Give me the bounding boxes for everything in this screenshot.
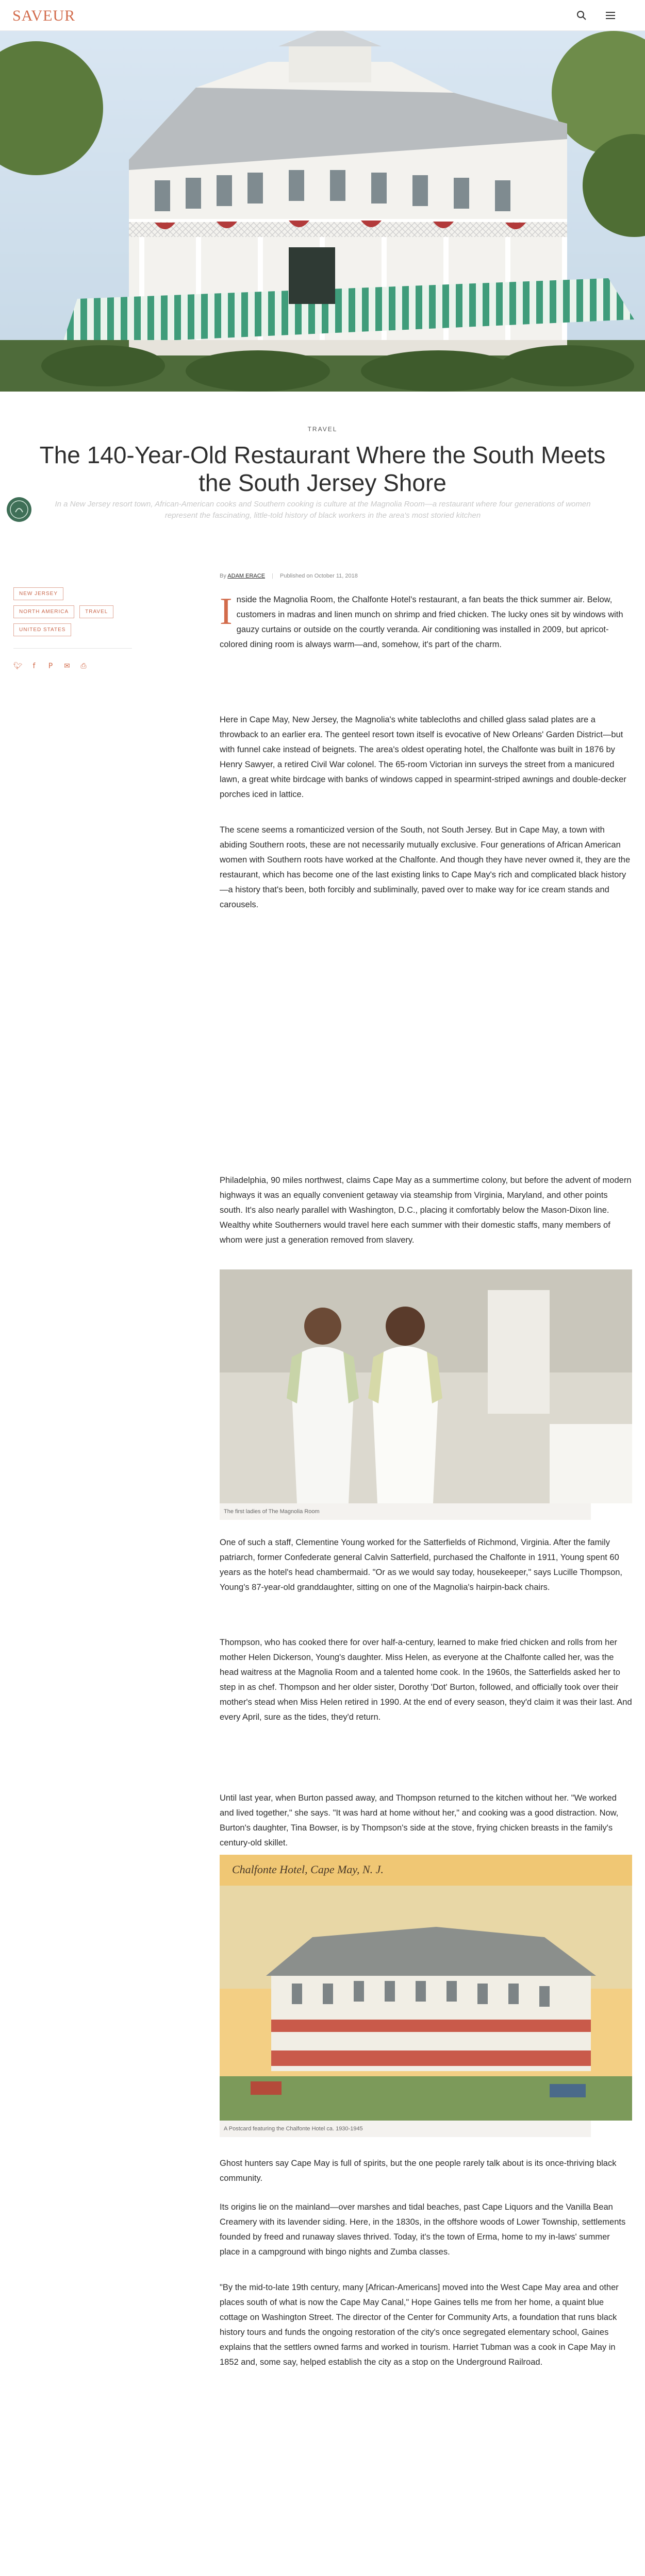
email-icon[interactable]: ✉ (64, 662, 70, 670)
paragraph-8: Ghost hunters say Cape May is full of spirits, but the one people rarely talk about is its once-thriving black community. (220, 2159, 617, 2183)
article-dek-row (0, 497, 645, 526)
article-dek: In a New Jersey resort town, African-American cooks and Southern cooking is culture at the Magnolia Room—a restaurant where four generations of women represent the fascinating, little-told history of black workers in the area's most storied kitchen (55, 500, 591, 520)
postcard-figure (220, 1855, 632, 2137)
paragraph-5: One of such a staff, Clementine Young worked for the Satterfields of Richmond, Virginia. After the family patriarch, former Confederate general Calvin Satterfield, purchased the Chalfonte in 1911, Young spent 60 years as the hotel's head chambermaid. "Or as we would say today, housekeeper," says Lucille Thompson, Young's 87-year-old granddaughter, sitting on one of the Magnolia's hairpin-back chairs. (220, 1538, 623, 1592)
facebook-icon[interactable]: f (32, 662, 36, 670)
publish-date: Published on October 11, 2018 (280, 573, 358, 579)
postcard-image (220, 1855, 632, 2121)
tag-travel[interactable]: TRAVEL (79, 605, 113, 618)
hero-image-chalfonte-hotel (0, 31, 645, 392)
figure-caption-2: A Postcard featuring the Chalfonte Hotel ca. 1930-1945 (220, 2121, 591, 2137)
hamburger-menu-icon[interactable] (604, 9, 617, 22)
paragraph-3: The scene seems a romanticized version of the South, not South Jersey. But in Cape May, a town with abiding Southern roots, these are not necessarily mutually exclusive. Four generations of African American women with Southern roots have worked at the Chalfonte. And though they have never owned it, they are the restaurant, which has become one of the last existing links to Cape May's rich and complicated black history—a history that's been, both forcibly and subliminally, paved over to make way for ice cream stands and carousels. (220, 825, 631, 909)
share-icons (13, 662, 96, 672)
paragraph-10: "By the mid-to-late 19th century, many [African-Americans] moved into the West Cape May area and other places south of what is now the Cape May Canal," Hope Gaines tells me from her home, a quaint blue cottage on Washington Street. The director of the Center for Community Arts, a foundation that runs black history tours and funds the ongoing restoration of the city's once segregated elementary school, Gaines explains that the settlers owned farms and worked in tourism. Harriet Tubman was a cook in Cape May in 1852 and, some say, helped establish the city as a stop on the Underground Railroad. (220, 2283, 619, 2367)
divider (13, 648, 132, 649)
tag-north-america[interactable]: NORTH AMERICA (13, 605, 74, 618)
site-logo[interactable]: SAVEUR (12, 7, 76, 24)
paragraph-9: Its origins lie on the mainland—over marshes and tidal beaches, past Cape Liquors and the Vanilla Bean Creamery with its lavender siding. Here, in the 1830s, in the offshore woods of Lower Township, settlements founded by freed and runaway slaves thrived. Today, it's the town of Erma, home to my in-laws' summer place in a campground with bingo nights and Zumba classes. (220, 2202, 626, 2257)
tag-list (13, 587, 132, 641)
postcard-title: Chalfonte Hotel, Cape May, N. J. (232, 1863, 384, 1876)
byline-separator: | (272, 573, 273, 579)
byline-prefix: By (220, 573, 226, 579)
author-link[interactable]: ADAM ERACE (227, 573, 266, 579)
paragraph-2: Here in Cape May, New Jersey, the Magnolia's white tablecloths and chilled glass salad plates are a throwback to an earlier era. The genteel resort town itself is evocative of New Orleans' Garden District—but with funnel cake instead of beignets. The area's oldest operating hotel, the Chalfonte was built in 1876 by Henry Sawyer, a retired Civil War colonel. The 65-room Victorian inn surveys the street from a manicured lawn, a great white birdcage with banks of windows capped in spearmint-striped awnings and double-decker porches iced in lattice. (220, 715, 626, 799)
photo-figure-1 (220, 1269, 632, 1520)
article-kicker[interactable]: TRAVEL (307, 426, 338, 433)
byline (220, 573, 358, 579)
pinterest-icon[interactable]: P (48, 662, 53, 670)
paragraph-7: Until last year, when Burton passed away, and Thompson returned to the kitchen without her. "We worked and lived together," she says. "It was hard at home without her," and cooking was a good distraction. Now, Burton's daughter, Tina Bowser, is by Thompson's side at the stove, frying chicken breasts in the family's century-old skillet. (220, 1793, 619, 1848)
drop-cap: I (220, 590, 233, 633)
paragraph-1 (220, 592, 632, 652)
paragraph-4: Philadelphia, 90 miles northwest, claims Cape May as a summertime colony, but before the advent of modern highways it was an equally convenient getaway via steamship from Virginia, Maryland, and other points south. It's also nearly parallel with Washington, D.C., placing it comfortably below the Mason-Dixon line. Wealthy white Southerners would travel here each summer with their domestic staffs, many members of whom were just a generation removed from slavery. (220, 1176, 632, 1245)
site-header (0, 0, 645, 31)
paragraph-1-text: nside the Magnolia Room, the Chalfonte Hotel's restaurant, a fan beats the thick summer air. Below, customers in madras and linen munch on shrimp and fried chicken. The lucky ones sit by windows with gauzy curtains or outside on the courtly veranda. Air conditioning was installed in 2009, but apricot-colored dining room is always warm—and, somehow, it's part of the charm. (220, 595, 623, 649)
tag-united-states[interactable]: UNITED STATES (13, 623, 71, 636)
tag-new-jersey[interactable]: NEW JERSEY (13, 587, 63, 600)
saveur-badge-icon (6, 497, 32, 522)
article-title: The 140-Year-Old Restaurant Where the South Meets the South Jersey Shore (39, 442, 606, 496)
search-icon[interactable] (575, 9, 588, 22)
paragraph-6: Thompson, who has cooked there for over half-a-century, learned to make fried chicken and rolls from her mother Helen Dickerson, Young's daughter. Miss Helen, as everyone at the Chalfonte called her, was the head waitress at the Magnolia Room and a talented home cook. In the 1960s, the Satterfields asked her to step in as chef. Thompson and her older sister, Dorothy 'Dot' Burton, followed, and officially took over their mother's stead when Miss Helen retired in 1990. At the end of every season, they'd claim it was their last. And every April, sure as the tides, they'd return. (220, 1638, 632, 1722)
print-icon[interactable]: ⎙ (80, 662, 87, 670)
photo-two-cooks (220, 1269, 632, 1503)
twitter-icon[interactable]: 🐦︎ (13, 662, 23, 670)
figure-caption-1: The first ladies of The Magnolia Room (220, 1503, 591, 1520)
